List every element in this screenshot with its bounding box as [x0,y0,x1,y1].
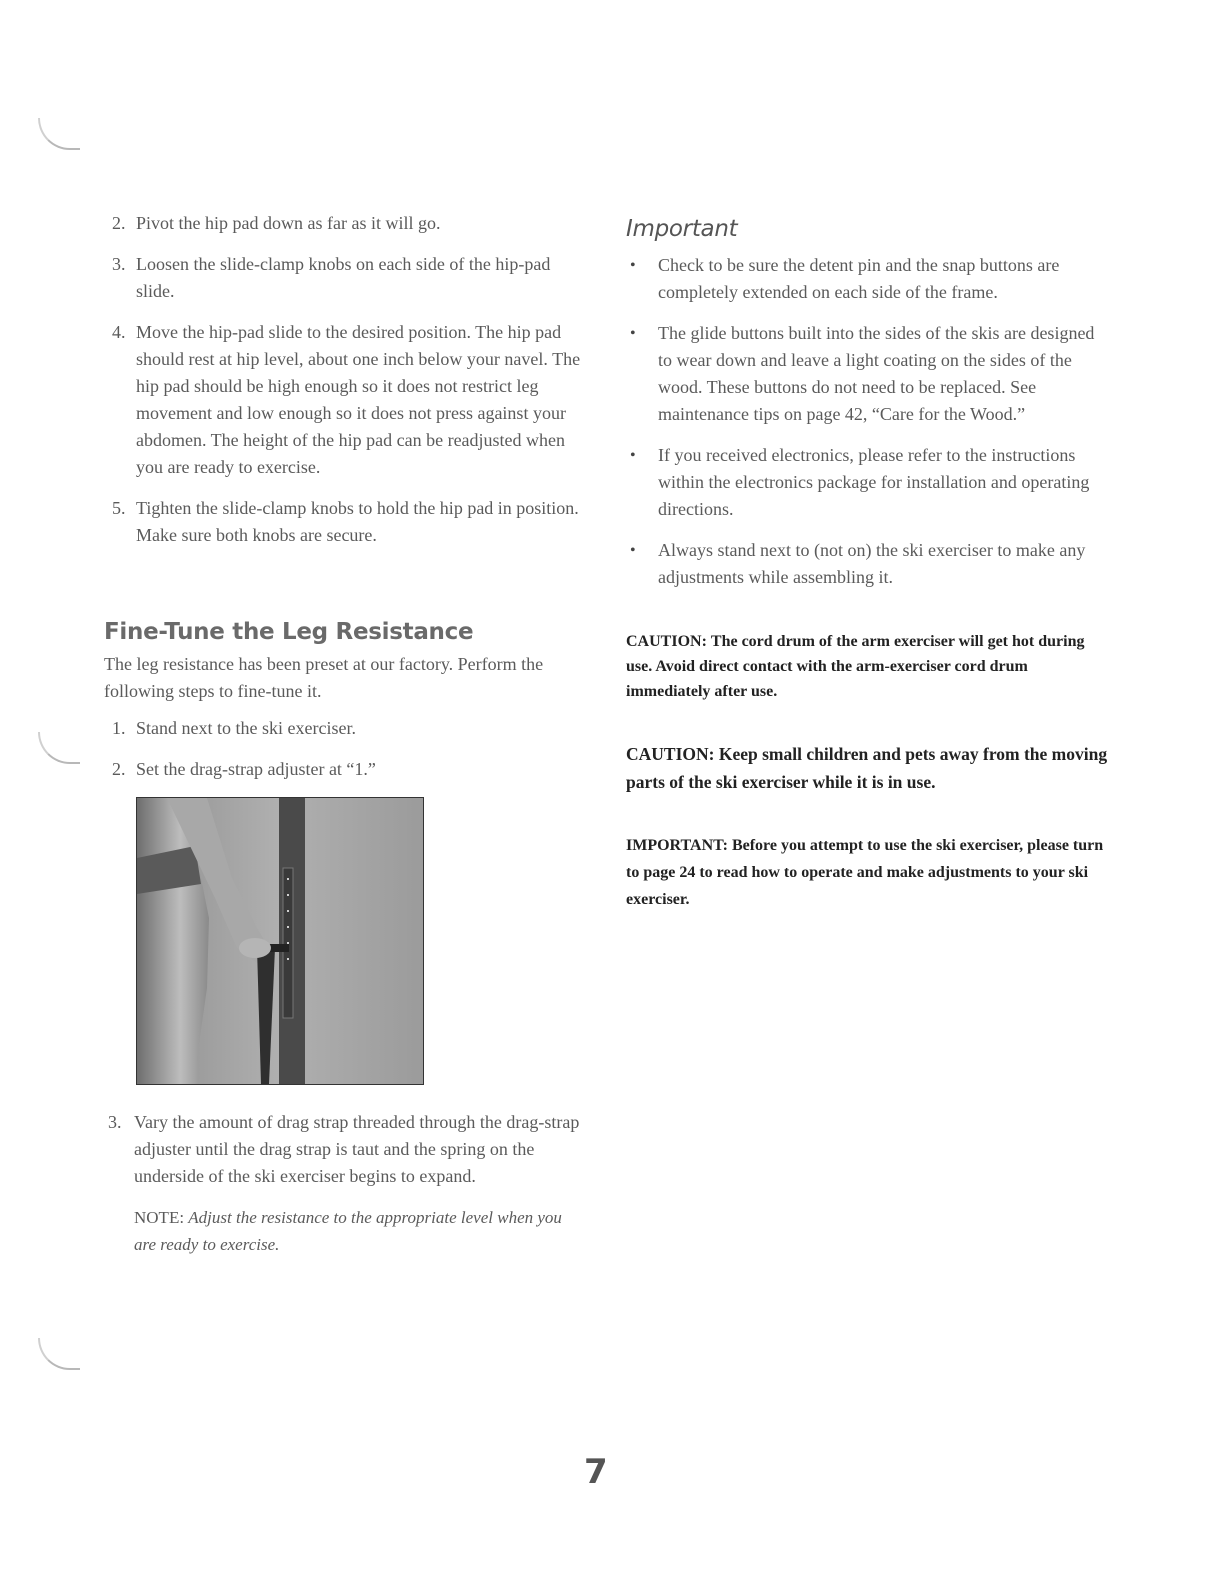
list-item [626,442,1112,523]
bullet-icon: • [630,542,636,559]
bullet-icon: • [630,447,636,464]
important-text: Before you attempt to use the ski exerciser, please turn to page 24 to read how to operate and make adjustments to your ski exerciser. [626,837,1104,908]
important-heading: Important [626,216,738,242]
important-label: IMPORTANT: [626,837,728,854]
list-item [626,537,1112,591]
caution-label: CAUTION: [626,744,715,764]
assembly-steps-list [104,210,584,549]
caution-cord-drum [626,629,1112,704]
step-text: Pivot the hip pad down as far as it will go. [136,213,441,233]
note-text: Adjust the resistance to the appropriate level when you are ready to exercise. [134,1208,562,1254]
step-text: Vary the amount of drag strap threaded through the drag-strap adjuster until the drag strap is taut and the spring on the underside of the ski exerciser begins to expand. [134,1112,580,1186]
list-item: 3. Loosen the slide-clamp knobs on each side of the hip-pad slide. [112,254,551,301]
list-item: 4. Move the hip-pad slide to the desired position. The hip pad should rest at hip level, about one inch below your navel. The hip pad should be high enough so it does not restrict leg movement and low enough so it does not press against your abdomen. The height of the hip pad can be readjusted when you are ready to exercise. [112,322,581,477]
caution-children [626,740,1112,796]
list-item: 1. Stand next to the ski exerciser. [112,718,356,738]
step-text: Move the hip-pad slide to the desired position. The hip pad should rest at hip level, about one inch below your navel. The hip pad should be high enough so it does not restrict leg movement and low enough so it does not press against your abdomen. The height of the hip pad can be readjusted when you are ready to exercise. [136,322,581,477]
bullet-text: The glide buttons built into the sides of the skis are designed to wear down and leave a light coating on the sides of the wood. These buttons do not need to be replaced. See maintenance tips on page 42, “Care for the Wood.” [658,323,1095,424]
left-column [104,210,584,1258]
page-number: 7 [584,1452,608,1492]
punch-hole-mark-top [38,118,80,150]
caution-text: Keep small children and pets away from the moving parts of the ski exerciser while it is in use. [626,744,1108,792]
section-intro: The leg resistance has been preset at our factory. Perform the following steps to fine-tune it. [104,654,544,701]
section-title: Fine-Tune the Leg Resistance [104,619,474,645]
punch-hole-mark-middle [38,732,80,764]
step-text: Set the drag-strap adjuster at “1.” [136,759,376,779]
list-item [626,252,1112,306]
bullet-text: If you received electronics, please refer to the instructions within the electronics package for installation and operating directions. [658,445,1090,519]
bullet-icon: • [630,257,636,274]
note-label: NOTE: [134,1208,185,1227]
important-bullets-list [626,252,1112,591]
step-text: Tighten the slide-clamp knobs to hold the hip pad in position. Make sure both knobs are secure. [136,498,579,545]
list-item [626,320,1112,428]
right-column [626,216,1112,949]
important-notice [626,832,1112,913]
bullet-text: Check to be sure the detent pin and the snap buttons are completely extended on each side of the frame. [658,255,1060,302]
caution-text: The cord drum of the arm exerciser will get hot during use. Avoid direct contact with the arm-exerciser cord drum immediately after use. [626,633,1085,700]
fine-tune-steps-list [104,715,584,783]
photo-illustration [137,798,423,1084]
bullet-text: Always stand next to (not on) the ski exerciser to make any adjustments while assembling it. [658,540,1086,587]
fine-tune-steps-list-continued [104,1109,584,1190]
list-item: 2. Pivot the hip pad down as far as it will go. [112,213,441,233]
drag-strap-photo [136,797,424,1085]
list-item: 2. Set the drag-strap adjuster at “1.” [112,759,376,779]
list-item: 5. Tighten the slide-clamp knobs to hold the hip pad in position. Make sure both knobs are secure. [112,498,579,545]
list-item: 3. Vary the amount of drag strap threaded through the drag-strap adjuster until the drag strap is taut and the spring on the underside of the ski exerciser begins to expand. [108,1112,580,1186]
step-text: Loosen the slide-clamp knobs on each side of the hip-pad slide. [136,254,551,301]
step-text: Stand next to the ski exerciser. [136,718,356,738]
note-block [104,1204,584,1258]
caution-label: CAUTION: [626,633,707,650]
bullet-icon: • [630,325,636,342]
punch-hole-mark-bottom [38,1338,80,1370]
